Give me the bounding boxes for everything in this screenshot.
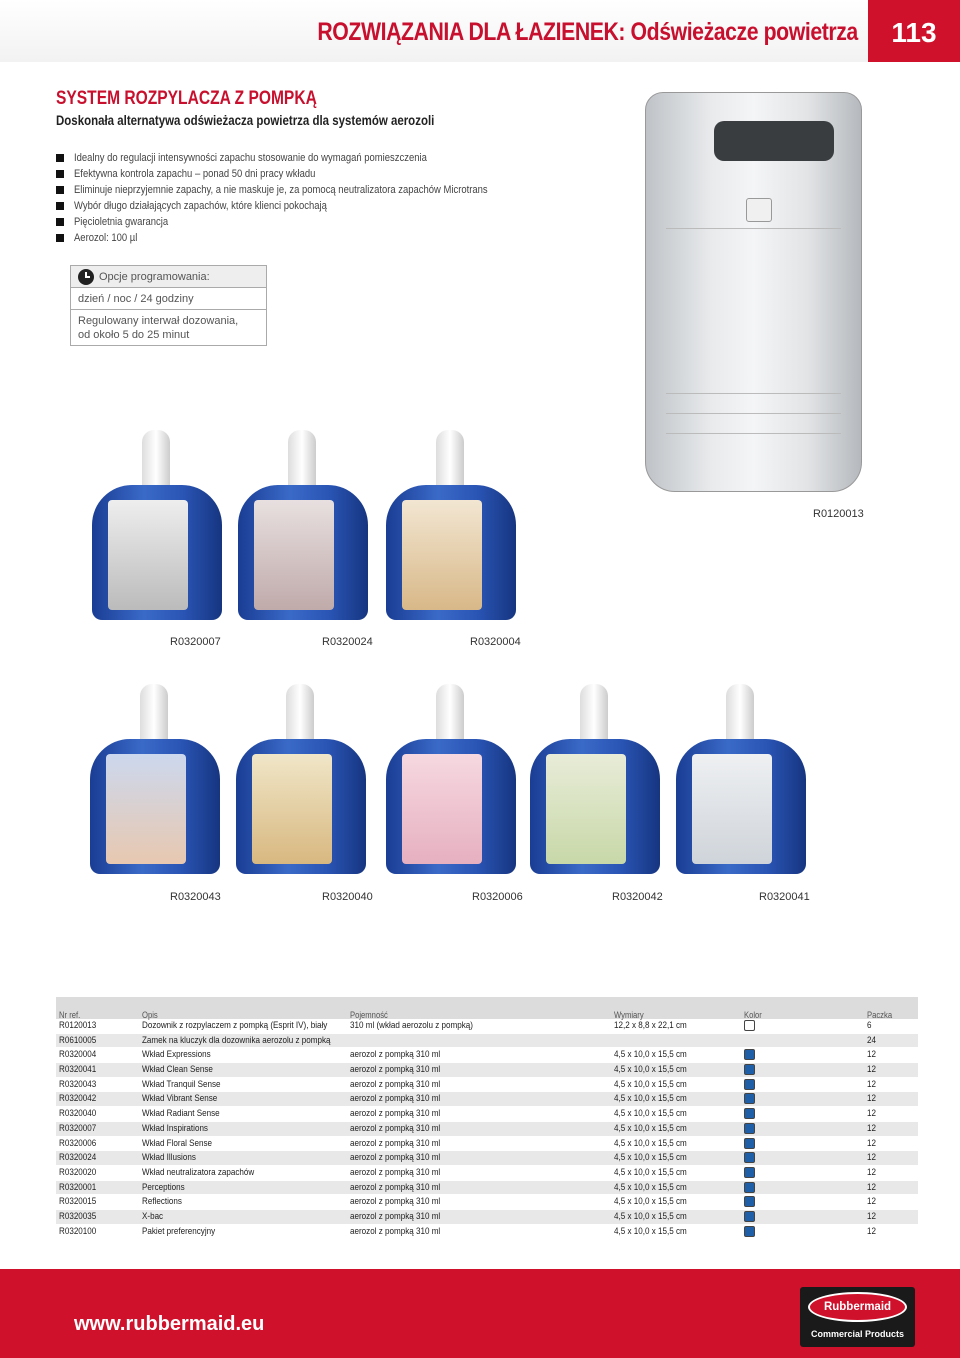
feature-item: Aerozol: 100 µl bbox=[56, 230, 555, 246]
cartridge-image bbox=[386, 684, 516, 874]
table-row bbox=[56, 1137, 918, 1152]
table-cell-capacity: aerozol z pompką 310 ml bbox=[350, 1210, 441, 1222]
bullet-square-icon bbox=[56, 234, 64, 242]
table-cell-ref: R0320020 bbox=[59, 1166, 97, 1178]
table-cell-capacity: aerozol z pompką 310 ml bbox=[350, 1108, 441, 1120]
dispenser-nozzle bbox=[746, 198, 772, 222]
cartridge-image bbox=[676, 684, 806, 874]
table-cell-desc: Wkład Tranquil Sense bbox=[142, 1078, 221, 1090]
bullet-square-icon bbox=[56, 170, 64, 178]
table-row bbox=[56, 1151, 918, 1166]
table-cell-desc: Wkład Clean Sense bbox=[142, 1064, 213, 1076]
cartridge-image bbox=[90, 684, 220, 874]
bullet-square-icon bbox=[56, 186, 64, 194]
table-cell-ref: R0120013 bbox=[59, 1020, 97, 1031]
table-cell-dims: 4,5 x 10,0 x 15,5 cm bbox=[614, 1093, 687, 1105]
color-swatch bbox=[744, 1167, 755, 1178]
dispenser-control-panel bbox=[714, 121, 834, 161]
table-row bbox=[56, 1122, 918, 1137]
table-header: Nr ref. Opis Pojemność Wymiary Kolor Paczka bbox=[56, 997, 918, 1019]
product-code: R0320040 bbox=[322, 891, 373, 903]
table-cell-desc: Reflections bbox=[142, 1196, 182, 1208]
color-swatch bbox=[744, 1093, 755, 1104]
table-row bbox=[56, 1181, 918, 1196]
table-cell-dims: 4,5 x 10,0 x 15,5 cm bbox=[614, 1166, 687, 1178]
color-swatch bbox=[744, 1123, 755, 1134]
website-link[interactable]: www.rubbermaid.eu bbox=[74, 1313, 265, 1335]
table-cell-ref: R0320024 bbox=[59, 1152, 97, 1164]
table-cell-capacity: aerozol z pompką 310 ml bbox=[350, 1093, 441, 1105]
table-row bbox=[56, 1063, 918, 1078]
color-swatch bbox=[744, 1079, 755, 1090]
color-swatch bbox=[744, 1182, 755, 1193]
table-row bbox=[56, 1092, 918, 1107]
section-title: SYSTEM ROZPYLACZA Z POMPKĄ bbox=[56, 88, 317, 109]
product-code: R0320006 bbox=[472, 891, 523, 903]
table-cell-desc: Wkład Vibrant Sense bbox=[142, 1093, 218, 1105]
table-cell-ref: R0320041 bbox=[59, 1064, 97, 1076]
table-cell-ref: R0320015 bbox=[59, 1196, 97, 1208]
table-cell-pack: 12 bbox=[867, 1225, 876, 1237]
table-cell-dims: 4,5 x 10,0 x 15,5 cm bbox=[614, 1225, 687, 1237]
table-cell-ref: R0320100 bbox=[59, 1225, 97, 1237]
table-cell-dims: 4,5 x 10,0 x 15,5 cm bbox=[614, 1210, 687, 1222]
table-cell-desc: Dozownik z rozpylaczem z pompką (Esprit IV), biały bbox=[142, 1020, 328, 1031]
feature-list bbox=[56, 150, 555, 246]
page-title: ROZWIĄZANIA DLA ŁAZIENEK: Odświeżacze powietrza bbox=[317, 18, 858, 46]
table-cell-ref: R0320042 bbox=[59, 1093, 97, 1105]
table-cell-desc: Wkład neutralizatora zapachów bbox=[142, 1166, 255, 1178]
table-cell-desc: Wkład Expressions bbox=[142, 1049, 211, 1061]
table-cell-ref: R0320004 bbox=[59, 1049, 97, 1061]
table-cell-pack: 12 bbox=[867, 1049, 876, 1061]
table-cell-dims: 4,5 x 10,0 x 15,5 cm bbox=[614, 1064, 687, 1076]
product-code: R0320042 bbox=[612, 891, 663, 903]
table-cell-pack: 24 bbox=[867, 1034, 876, 1046]
table-cell-ref: R0320043 bbox=[59, 1078, 97, 1090]
page-footer bbox=[0, 1269, 960, 1358]
table-row bbox=[56, 1225, 918, 1240]
cartridge-image bbox=[238, 430, 368, 620]
table-row bbox=[56, 1210, 918, 1225]
color-swatch bbox=[744, 1211, 755, 1222]
color-swatch bbox=[744, 1108, 755, 1119]
table-cell-pack: 12 bbox=[867, 1078, 876, 1090]
color-swatch bbox=[744, 1226, 755, 1237]
bullet-square-icon bbox=[56, 154, 64, 162]
table-cell-dims: 4,5 x 10,0 x 15,5 cm bbox=[614, 1122, 687, 1134]
rubbermaid-logo: Rubbermaid Commercial Products bbox=[800, 1287, 915, 1347]
table-cell-pack: 12 bbox=[867, 1166, 876, 1178]
table-cell-desc: Pakiet preferencyjny bbox=[142, 1225, 216, 1237]
table-cell-ref: R0320035 bbox=[59, 1210, 97, 1222]
programming-options-box bbox=[70, 265, 267, 346]
bullet-square-icon bbox=[56, 202, 64, 210]
table-cell-capacity: 310 ml (wkład aerozolu z pompką) bbox=[350, 1020, 473, 1031]
feature-item: Wybór długo działających zapachów, które klienci pokochają bbox=[56, 198, 555, 214]
product-code: R0320043 bbox=[170, 891, 221, 903]
table-row bbox=[56, 1048, 918, 1063]
table-cell-capacity: aerozol z pompką 310 ml bbox=[350, 1196, 441, 1208]
page-header bbox=[0, 0, 960, 62]
programming-option: dzień / noc / 24 godziny bbox=[71, 288, 266, 310]
table-cell-desc: Wkład Illusions bbox=[142, 1152, 196, 1164]
product-code: R0320004 bbox=[470, 636, 521, 648]
page-number: 113 bbox=[868, 0, 960, 62]
table-cell-pack: 6 bbox=[867, 1020, 872, 1031]
cartridge-image bbox=[236, 684, 366, 874]
table-cell-capacity: aerozol z pompką 310 ml bbox=[350, 1049, 441, 1061]
table-cell-desc: Wkład Floral Sense bbox=[142, 1137, 213, 1149]
table-row bbox=[56, 1078, 918, 1093]
table-cell-desc: X-bac bbox=[142, 1210, 164, 1222]
color-swatch bbox=[744, 1064, 755, 1075]
feature-item: Idealny do regulacji intensywności zapachu stosowanie do wymagań pomieszczenia bbox=[56, 150, 555, 166]
table-cell-ref: R0320007 bbox=[59, 1122, 97, 1134]
feature-item: Pięcioletnia gwarancja bbox=[56, 214, 555, 230]
product-table bbox=[56, 997, 918, 1239]
table-row bbox=[56, 1195, 918, 1210]
color-swatch bbox=[744, 1138, 755, 1149]
table-cell-pack: 12 bbox=[867, 1196, 876, 1208]
table-cell-dims: 12,2 x 8,8 x 22,1 cm bbox=[614, 1020, 687, 1031]
table-cell-dims: 4,5 x 10,0 x 15,5 cm bbox=[614, 1181, 687, 1193]
table-row bbox=[56, 1019, 918, 1034]
table-cell-desc: Wkład Inspirations bbox=[142, 1122, 208, 1134]
product-code: R0320041 bbox=[759, 891, 810, 903]
product-code: R0120013 bbox=[813, 508, 864, 520]
color-swatch bbox=[744, 1049, 755, 1060]
table-cell-dims: 4,5 x 10,0 x 15,5 cm bbox=[614, 1137, 687, 1149]
table-cell-pack: 12 bbox=[867, 1093, 876, 1105]
table-cell-ref: R0610005 bbox=[59, 1034, 97, 1046]
table-cell-dims: 4,5 x 10,0 x 15,5 cm bbox=[614, 1078, 687, 1090]
table-cell-capacity: aerozol z pompką 310 ml bbox=[350, 1122, 441, 1134]
section-subtitle: Doskonała alternatywa odświeżacza powietrza dla systemów aerozoli bbox=[56, 112, 435, 128]
table-row bbox=[56, 1107, 918, 1122]
table-cell-capacity: aerozol z pompką 310 ml bbox=[350, 1064, 441, 1076]
table-cell-dims: 4,5 x 10,0 x 15,5 cm bbox=[614, 1049, 687, 1061]
color-swatch bbox=[744, 1020, 755, 1031]
table-cell-capacity: aerozol z pompką 310 ml bbox=[350, 1181, 441, 1193]
product-code: R0320007 bbox=[170, 636, 221, 648]
table-cell-dims: 4,5 x 10,0 x 15,5 cm bbox=[614, 1196, 687, 1208]
table-cell-capacity: aerozol z pompką 310 ml bbox=[350, 1225, 441, 1237]
table-cell-capacity: aerozol z pompką 310 ml bbox=[350, 1078, 441, 1090]
feature-item: Efektywna kontrola zapachu – ponad 50 dni pracy wkładu bbox=[56, 166, 555, 182]
table-cell-ref: R0320001 bbox=[59, 1181, 97, 1193]
table-row bbox=[56, 1034, 918, 1049]
table-cell-dims: 4,5 x 10,0 x 15,5 cm bbox=[614, 1152, 687, 1164]
table-cell-pack: 12 bbox=[867, 1152, 876, 1164]
color-swatch bbox=[744, 1196, 755, 1207]
cartridge-image bbox=[92, 430, 222, 620]
table-cell-ref: R0320040 bbox=[59, 1108, 97, 1120]
programming-header: Opcje programowania: bbox=[71, 266, 266, 288]
table-row bbox=[56, 1166, 918, 1181]
color-swatch bbox=[744, 1152, 755, 1163]
table-cell-pack: 12 bbox=[867, 1108, 876, 1120]
table-cell-capacity: aerozol z pompką 310 ml bbox=[350, 1166, 441, 1178]
table-cell-pack: 12 bbox=[867, 1210, 876, 1222]
table-cell-pack: 12 bbox=[867, 1064, 876, 1076]
table-cell-capacity: aerozol z pompką 310 ml bbox=[350, 1137, 441, 1149]
feature-item: Eliminuje nieprzyjemnie zapachy, a nie maskuje je, za pomocą neutralizatora zapachów Microtrans bbox=[56, 182, 555, 198]
table-cell-pack: 12 bbox=[867, 1122, 876, 1134]
table-cell-pack: 12 bbox=[867, 1181, 876, 1193]
programming-option: Regulowany interwał dozowania, od około 5 do 25 minut bbox=[78, 315, 239, 341]
bullet-square-icon bbox=[56, 218, 64, 226]
product-code: R0320024 bbox=[322, 636, 373, 648]
cartridge-image bbox=[530, 684, 660, 874]
table-cell-dims: 4,5 x 10,0 x 15,5 cm bbox=[614, 1108, 687, 1120]
table-cell-desc: Wkład Radiant Sense bbox=[142, 1108, 220, 1120]
cartridge-image bbox=[386, 430, 516, 620]
table-cell-desc: Perceptions bbox=[142, 1181, 185, 1193]
clock-icon bbox=[78, 269, 94, 285]
table-cell-ref: R0320006 bbox=[59, 1137, 97, 1149]
table-cell-capacity: aerozol z pompką 310 ml bbox=[350, 1152, 441, 1164]
table-cell-desc: Zamek na kluczyk dla dozownika aerozolu z pompką bbox=[142, 1034, 331, 1046]
table-cell-pack: 12 bbox=[867, 1137, 876, 1149]
dispenser-image bbox=[645, 92, 862, 492]
